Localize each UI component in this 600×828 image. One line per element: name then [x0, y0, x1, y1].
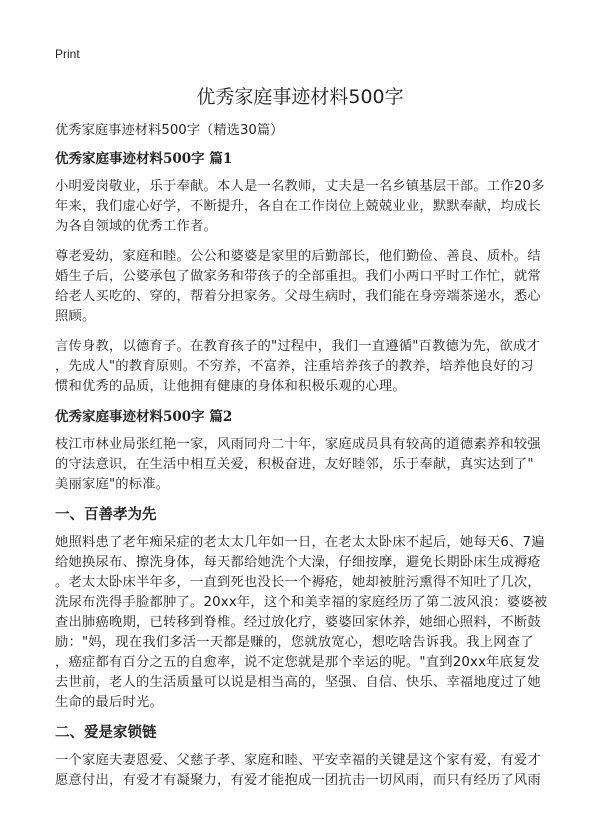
- paragraph: [55, 337, 555, 397]
- paragraph-line: 婚生子后，公婆承包了做家务和带孩子的全部重担。我们小两口平时工作忙，就常: [55, 269, 541, 284]
- paragraph: [55, 247, 555, 327]
- section-heading: 优秀家庭事迹材料500字 篇1: [55, 151, 233, 167]
- section-heading: 一、百善孝为先: [55, 507, 157, 523]
- paragraph-line: 枝江市林业局张红艳一家，风雨同舟二十年，家庭成员具有较高的道德素养和较强: [55, 437, 541, 452]
- print-link[interactable]: Print: [55, 47, 80, 61]
- paragraph-line: 洗尿布洗得手脸都肿了。20xx年，这个和美幸福的家庭经历了第二波风浪：婆婆被: [55, 595, 548, 610]
- section-heading: 优秀家庭事迹材料500字 篇2: [55, 409, 233, 425]
- paragraph-line: 给老人买吃的、穿的，帮着分担家务。父母生病时，我们能在身旁端茶递水，悉心: [55, 289, 541, 304]
- paragraph-line: 一个家庭夫妻恩爱、父慈子孝、家庭和睦、平安幸福的关键是这个家有爱，有爱才: [55, 753, 541, 768]
- paragraph-line: 年来，我们虚心好学，不断提升，各自在工作岗位上兢兢业业，默默奉献，均成长: [55, 199, 541, 214]
- paragraph-line: 她照料患了老年痴呆症的老太太几年如一日，在老太太卧床不起后，她每天6、7遍: [55, 535, 545, 550]
- paragraph-line: 惯和优秀的品质，让他拥有健康的身体和积极乐观的心理。: [55, 379, 406, 394]
- paragraph-line: 去世前，老人的生活质量可以说是相当高的，坚强、自信、快乐、幸福地度过了她: [55, 675, 541, 690]
- document-subtitle: 优秀家庭事迹材料500字（精选30篇）: [55, 123, 284, 138]
- paragraph-line: 查出肺癌晚期，已转移到脊椎。经过放化疗，婆婆回家休养，她细心照料，不断鼓: [55, 615, 541, 630]
- paragraph-line: 的守法意识，在生活中相互关爱，积极奋进，友好睦邻，乐于奉献，真实达到了": [55, 457, 534, 472]
- paragraph-line: 言传身教，以德育子。在教育孩子的"过程中，我们一直遵循"百教德为先，欲成才: [55, 339, 541, 354]
- paragraph-line: 尊老爱幼，家庭和睦。公公和婆婆是家里的后勤部长，他们勤俭、善良、质朴。结: [55, 249, 541, 264]
- paragraph: [55, 533, 555, 713]
- paragraph-line: 给她换尿布、擦洗身体，每天都给她洗个大澡，仔细按摩，避免长期卧床生成褥疮: [55, 555, 541, 570]
- paragraph-line: 。老太太卧床半年多，一直到死也没长一个褥疮，她却被脏污熏得不知吐了几次，: [55, 575, 541, 590]
- paragraph-line: 为各自领域的优秀工作者。: [55, 219, 217, 234]
- paragraph: [55, 435, 555, 495]
- paragraph-line: ，癌症都有百分之五的自愈率，说不定您就是那个幸运的呢。"直到20xx年底复发: [55, 655, 541, 670]
- paragraph-line: 愿意付出，有爱才有凝聚力，有爱才能抱成一团抗击一切风雨，而只有经历了风雨: [55, 773, 541, 788]
- paragraph-line: 生命的最后时光。: [55, 695, 163, 710]
- paragraph-line: 美丽家庭"的标准。: [55, 477, 170, 492]
- page-title: 优秀家庭事迹材料500字: [196, 86, 404, 108]
- paragraph-line: 照顾。: [55, 309, 96, 324]
- paragraph-line: 小明爱岗敬业，乐于奉献。本人是一名教师，丈夫是一名乡镇基层干部。工作20多: [55, 179, 545, 194]
- document-body: [55, 121, 555, 801]
- paragraph-line: ，先成人"的教育原则。不穷养，不富养，注重培养孩子的教养，培养他良好的习: [55, 359, 534, 374]
- section-heading: 二、爱是家锁链: [55, 725, 157, 741]
- paragraph-line: 励："妈，现在我们多活一天都是赚的，您就放宽心，想吃啥告诉我。我上网查了: [55, 635, 534, 650]
- paragraph: [55, 751, 555, 791]
- paragraph: [55, 177, 555, 237]
